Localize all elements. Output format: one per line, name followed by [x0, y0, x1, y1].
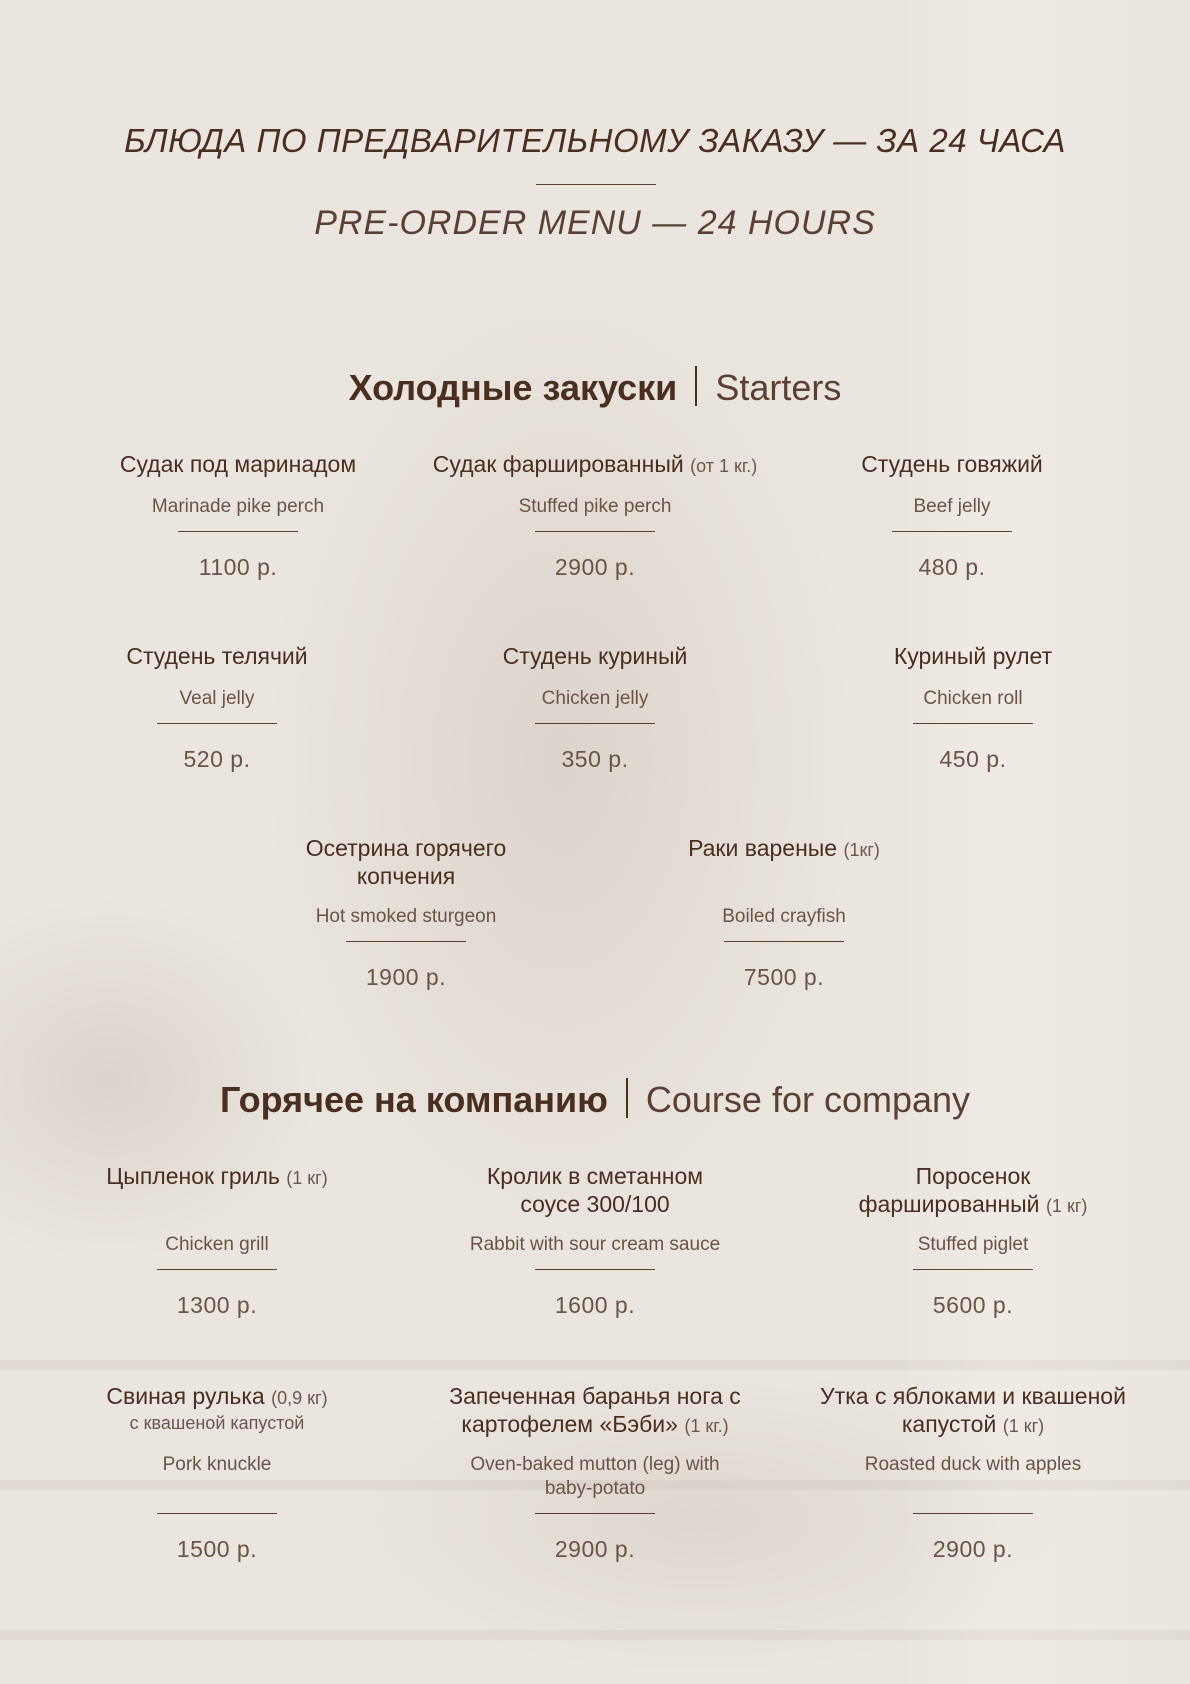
- dish-weight: (1 кг): [1002, 1416, 1045, 1436]
- dish-divider: [157, 1513, 277, 1514]
- dish-name-en: Roasted duck with apples: [864, 1454, 1082, 1475]
- menu-item: [634, 834, 934, 990]
- dish-name-ru: Запеченная баранья нога с картофелем «Бэби»: [449, 1383, 741, 1437]
- dish-name-ru: Утка с яблоками и квашеной капустой: [820, 1383, 1126, 1437]
- section-separator: [695, 366, 697, 406]
- dish-price: 2900 р.: [554, 1536, 636, 1562]
- dish-divider: [724, 941, 844, 942]
- dish-price: 7500 р.: [743, 964, 825, 990]
- menu-item: [445, 1382, 745, 1562]
- dish-name-en: Chicken grill: [165, 1234, 269, 1255]
- dish-name-en: Chicken roll: [923, 688, 1023, 709]
- section-title-ru: Горячее на компанию: [219, 1079, 608, 1120]
- dish-name-ru: Студень куриный: [502, 643, 688, 669]
- dish-price: 5600 р.: [932, 1292, 1014, 1318]
- dish-name-ru: Судак под маринадом: [119, 451, 357, 477]
- dish-weight: (1 кг): [286, 1168, 328, 1188]
- dish-name-ru: Судак фаршированный: [432, 451, 684, 477]
- menu-item: [256, 834, 556, 990]
- menu-item: [67, 642, 367, 772]
- dish-price: 1600 р.: [554, 1292, 636, 1318]
- dish-divider: [346, 941, 466, 942]
- dish-note-ru: с квашеной капустой: [129, 1413, 305, 1433]
- dish-divider: [892, 531, 1012, 532]
- dish-weight: (от 1 кг.): [690, 456, 758, 476]
- menu-item: [445, 1162, 745, 1318]
- menu-item: [823, 1162, 1123, 1318]
- section-title-en: Course for company: [645, 1079, 971, 1120]
- dish-name-ru: Студень телячий: [126, 643, 308, 669]
- dish-weight: (1кг): [843, 840, 880, 860]
- dish-divider: [913, 1513, 1033, 1514]
- dish-name-en: Oven-baked mutton (leg) with baby-potato: [470, 1454, 720, 1499]
- dish-price: 1300 р.: [176, 1292, 258, 1318]
- dish-name-en: Stuffed piglet: [917, 1234, 1029, 1255]
- dish-name-ru: Кролик в сметанном соусе 300/100: [486, 1163, 704, 1217]
- dish-name-en: Beef jelly: [913, 496, 991, 517]
- menu-item: [67, 1382, 367, 1562]
- dish-divider: [913, 1269, 1033, 1270]
- dish-name-ru: Студень говяжий: [861, 451, 1043, 477]
- dish-price: 2900 р.: [932, 1536, 1014, 1562]
- dish-name-en: Veal jelly: [179, 688, 255, 709]
- page-title-en: PRE-ORDER MENU — 24 HOURS: [314, 204, 876, 242]
- menu-item: [88, 450, 388, 580]
- page-title-ru: БЛЮДА ПО ПРЕДВАРИТЕЛЬНОМУ ЗАКАЗУ — ЗА 24 ЧАСА: [124, 122, 1066, 159]
- dish-divider: [157, 1269, 277, 1270]
- title-divider: [536, 184, 656, 185]
- menu-item: [445, 642, 745, 772]
- dish-name-ru: Осетрина горячего копчения: [305, 835, 507, 889]
- dish-name-ru: Раки вареные: [688, 835, 838, 861]
- dish-name-en: Marinade pike perch: [151, 496, 325, 517]
- dish-name-en: Pork knuckle: [162, 1454, 272, 1475]
- dish-divider: [535, 723, 655, 724]
- menu-item: [820, 1382, 1126, 1562]
- menu-item: [432, 450, 758, 580]
- dish-price: 1500 р.: [176, 1536, 258, 1562]
- dish-name-en: Chicken jelly: [541, 688, 649, 709]
- dish-name-ru: Свиная рулька: [106, 1383, 265, 1409]
- dish-divider: [535, 1269, 655, 1270]
- dish-price: 350 р.: [561, 746, 629, 772]
- section-header-starters: [0, 366, 1190, 409]
- dish-price: 1100 р.: [198, 554, 278, 580]
- section-title-ru: Холодные закуски: [348, 367, 678, 408]
- dish-divider: [913, 723, 1033, 724]
- dish-name-en: Rabbit with sour cream sauce: [469, 1234, 721, 1255]
- dish-name-en: Boiled crayfish: [722, 906, 846, 927]
- dish-name-ru: Цыпленок гриль: [106, 1163, 280, 1189]
- dish-price: 2900 р.: [554, 554, 636, 580]
- dish-divider: [178, 531, 298, 532]
- dish-name-ru: Поросенок фаршированный: [858, 1163, 1040, 1217]
- section-title-en: Starters: [715, 367, 842, 408]
- dish-weight: (1 кг): [1045, 1196, 1088, 1216]
- dish-weight: (1 кг.): [684, 1416, 729, 1436]
- dish-divider: [535, 531, 655, 532]
- menu-item: [802, 450, 1102, 580]
- dish-weight: (0,9 кг): [271, 1388, 328, 1408]
- menu-item: [67, 1162, 367, 1318]
- section-header-course-for-company: [0, 1078, 1190, 1121]
- section-separator: [626, 1078, 628, 1118]
- dish-price: 450 р.: [939, 746, 1007, 772]
- dish-name-ru: Куриный рулет: [893, 643, 1053, 669]
- dish-name-en: Hot smoked sturgeon: [315, 906, 497, 927]
- menu-item: [823, 642, 1123, 772]
- dish-name-en: Stuffed pike perch: [518, 496, 672, 517]
- dish-price: 1900 р.: [365, 964, 447, 990]
- dish-divider: [157, 723, 277, 724]
- dish-divider: [535, 1513, 655, 1514]
- dish-price: 480 р.: [918, 554, 986, 580]
- dish-price: 520 р.: [183, 746, 251, 772]
